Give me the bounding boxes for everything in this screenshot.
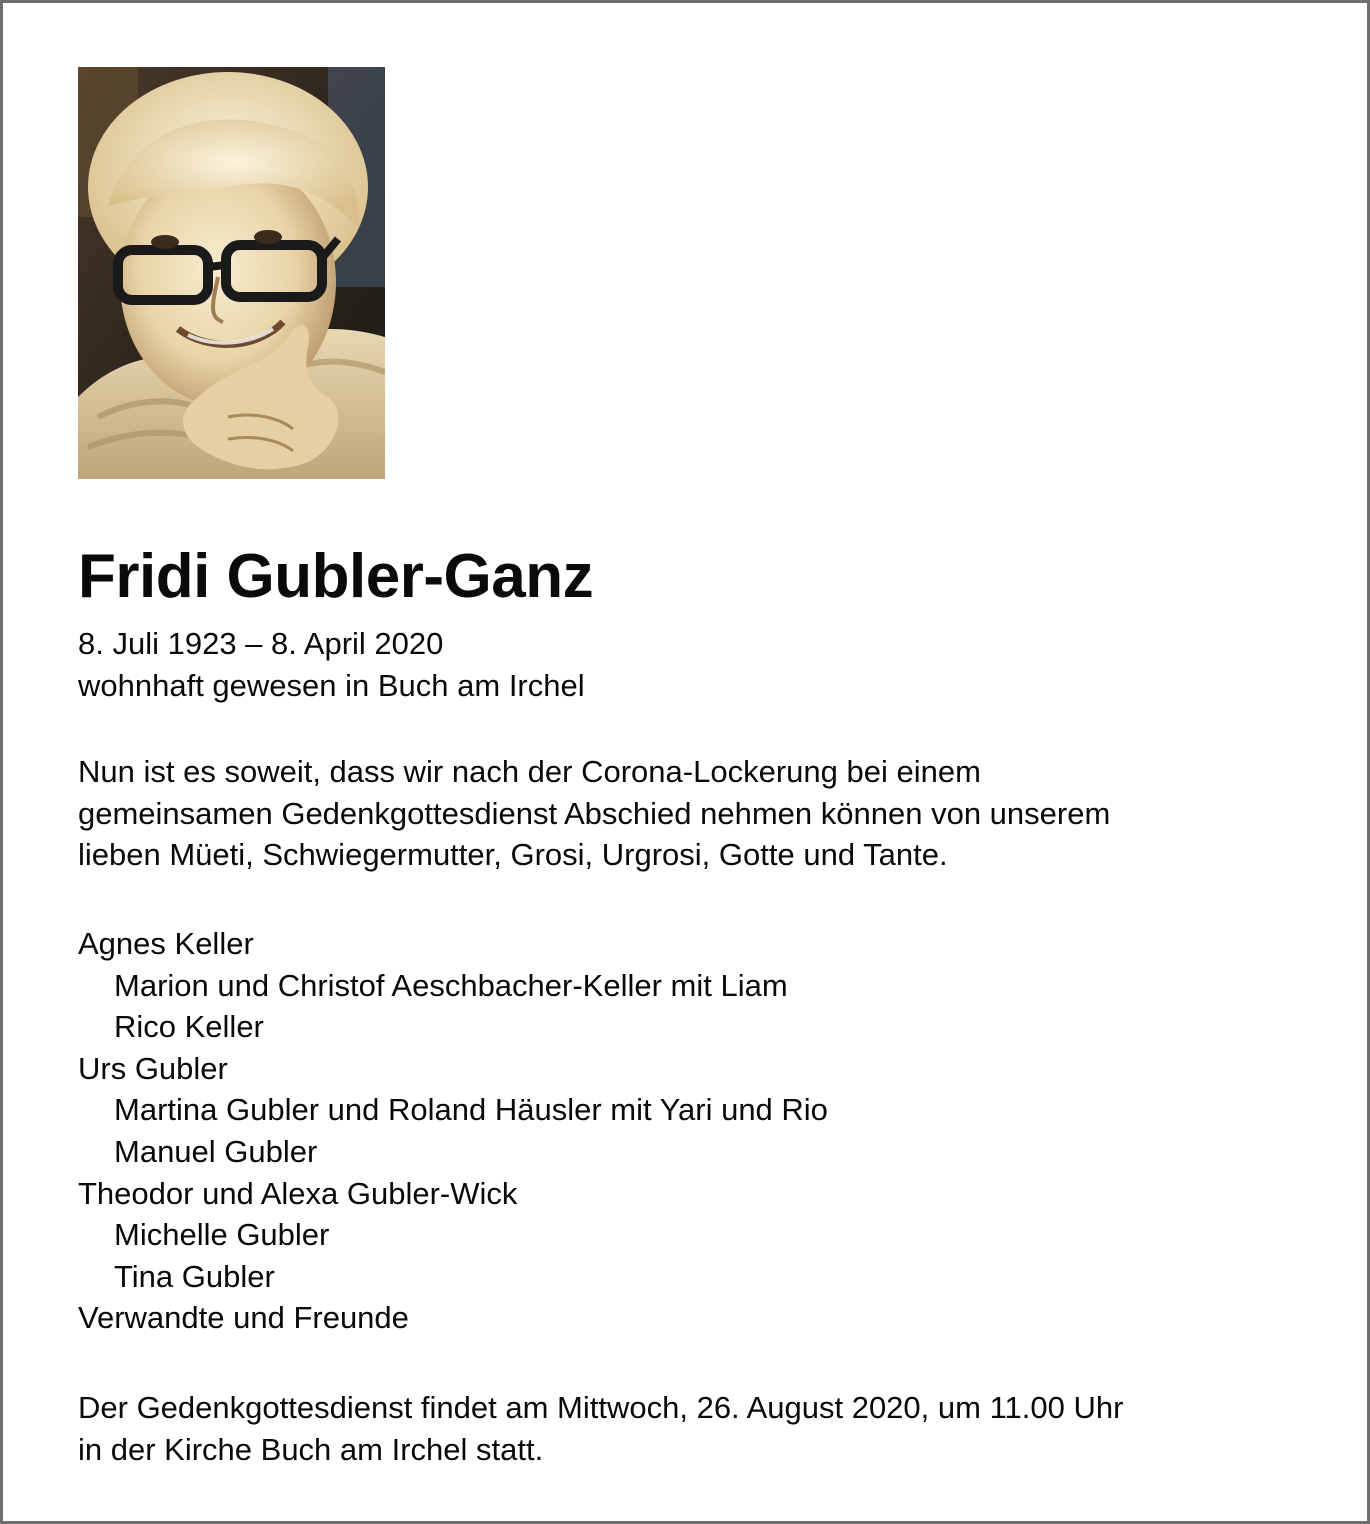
life-dates: 8. Juli 1923 – 8. April 2020 bbox=[78, 626, 444, 661]
mourner-name: Michelle Gubler bbox=[114, 1217, 330, 1253]
mourner-name: Rico Keller bbox=[114, 1009, 264, 1045]
portrait-photo bbox=[78, 67, 385, 479]
mourner-name: Martina Gubler und Roland Häusler mit Yari und Rio bbox=[114, 1092, 828, 1128]
farewell-message bbox=[78, 751, 1110, 876]
service-line: in der Kirche Buch am Irchel statt. bbox=[78, 1431, 544, 1467]
mourner-name: Marion und Christof Aeschbacher-Keller mit Liam bbox=[114, 967, 788, 1003]
mourners-list bbox=[78, 923, 828, 1339]
life-info bbox=[78, 623, 585, 706]
mourner-name: Verwandte und Freunde bbox=[78, 1300, 409, 1336]
message-line: lieben Müeti, Schwiegermutter, Grosi, Urgrosi, Gotte und Tante. bbox=[78, 837, 948, 873]
message-line: Nun ist es soweit, dass wir nach der Corona-Lockerung bei einem bbox=[78, 754, 981, 789]
residence: wohnhaft gewesen in Buch am Irchel bbox=[78, 667, 585, 703]
mourner-name: Manuel Gubler bbox=[114, 1133, 318, 1169]
message-line: gemeinsamen Gedenkgottesdienst Abschied nehmen können von unserem bbox=[78, 795, 1111, 831]
mourner-name: Agnes Keller bbox=[78, 926, 254, 961]
mourner-name: Tina Gubler bbox=[114, 1258, 275, 1294]
service-line: Der Gedenkgottesdienst findet am Mittwoch, 26. August 2020, um 11.00 Uhr bbox=[78, 1390, 1124, 1425]
mourner-name: Urs Gubler bbox=[78, 1050, 228, 1086]
memorial-service-info bbox=[78, 1387, 1123, 1470]
mourner-name: Theodor und Alexa Gubler-Wick bbox=[78, 1175, 518, 1211]
deceased-name: Fridi Gubler-Ganz bbox=[78, 542, 594, 611]
